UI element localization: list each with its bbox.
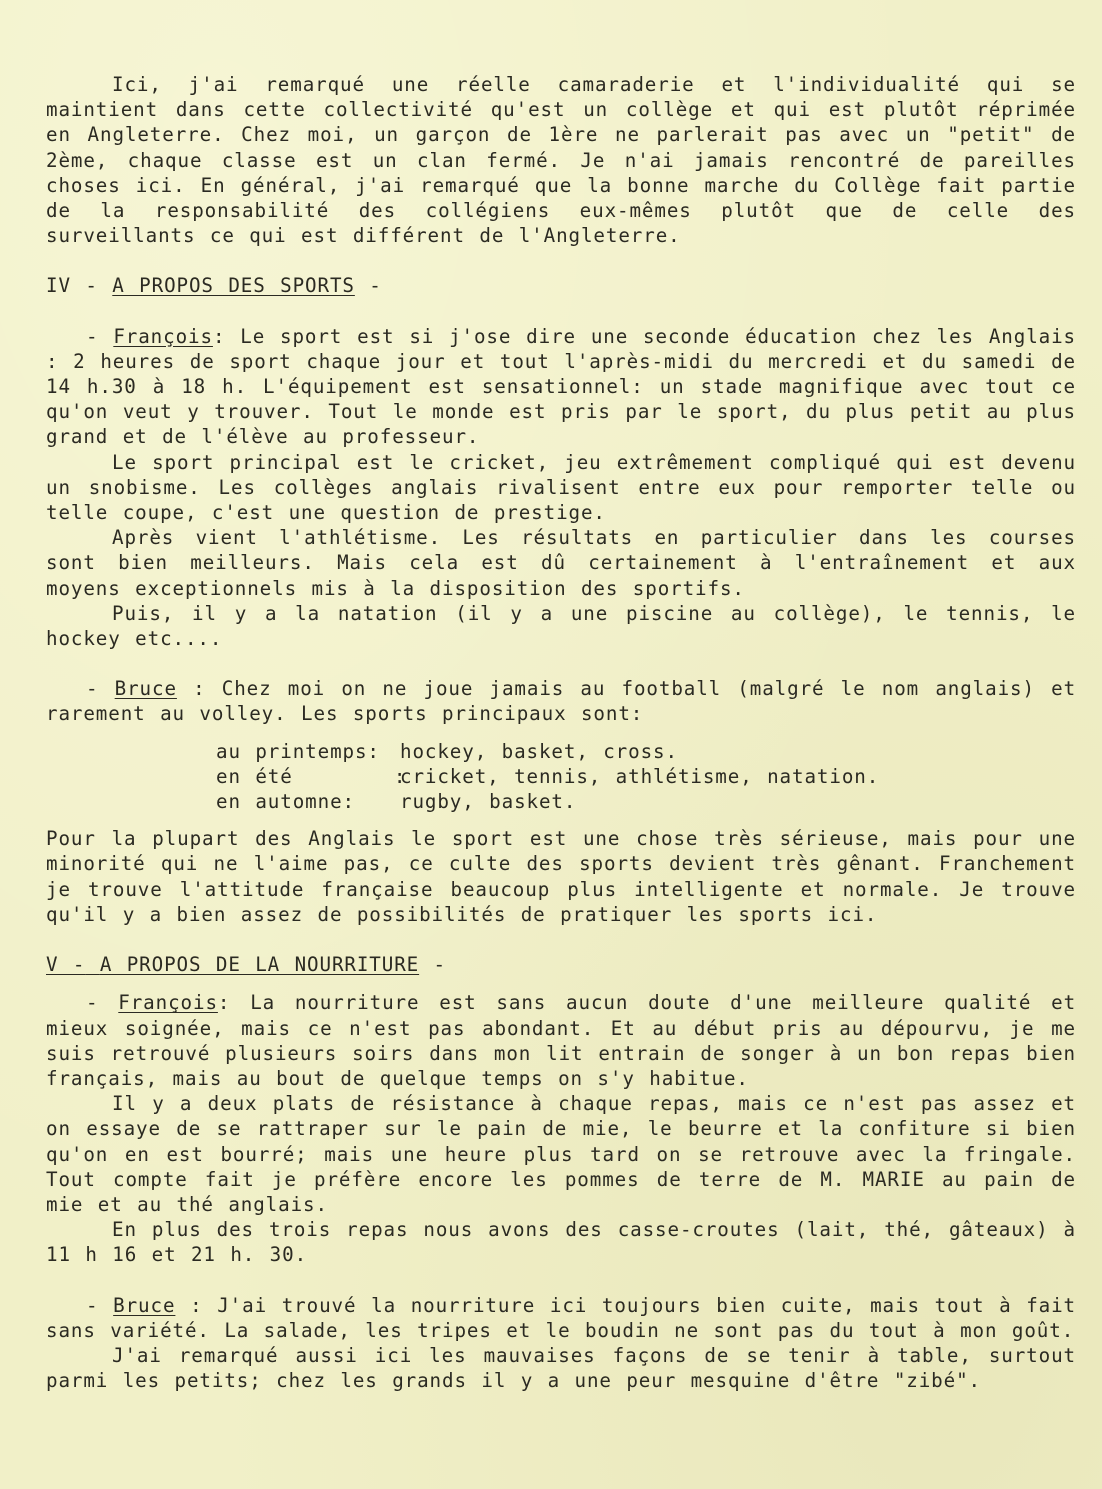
section-numeral: V - (46, 953, 86, 977)
document-page (46, 72, 1076, 1393)
section-heading-food: V - A PROPOS DE LA NOURRITURE - (46, 953, 447, 977)
section-title: A PROPOS DE LA NOURRITURE (99, 953, 420, 977)
speaker-name: François (118, 991, 218, 1015)
paragraph: Puis, il y a la natation (il y a une piscine au collège), le tennis, le hockey etc.... (46, 601, 1076, 651)
seasons-list (216, 739, 1076, 815)
section-title: A PROPOS DES SPORTS (112, 274, 355, 298)
speaker-name: Bruce (113, 1293, 176, 1317)
paragraph: En plus des trois repas nous avons des casse-croutes (lait, thé, gâteaux) à 11 h 16 et 21 h. 30. (46, 1218, 1076, 1267)
paragraph: Le sport principal est le cricket, jeu extrêmement compliqué qui est devenu un snobisme. Les collèges anglais rivalisent entre eux pour remporter telle ou telle coupe, c'est une question de prestige. (46, 450, 1076, 525)
section-numeral: IV - (46, 274, 98, 298)
bruce-sports-paragraph: - Bruce : Chez moi on ne joue jamais au football (malgré le nom anglais) et rarement au volley. Les sports principaux sont: (46, 677, 1077, 726)
intro-paragraph: Ici, j'ai remarqué une réelle camaraderie et l'individualité qui se maintient dans cette collectivité qu'est un collège et qui est plutôt réprimée en Angleterre. Chez moi, un garçon de 1ère ne parlerait pas avec un "petit" de 2ème, chaque classe est un clan fermé. Je n'ai jamais rencontré de pareilles choses ici. En général, j'ai remarqué que la bonne marche du Collège fait partie de la responsabilité des collégiens eux-mêmes plutôt que de celle des surveillants ce qui est différent de l'Angleterre. (46, 73, 1076, 248)
paragraph: J'ai remarqué aussi ici les mauvaises façons de se tenir à table, surtout parmi les petits; chez les grands il y a une peur mesquine d'être "zibé". (46, 1343, 1076, 1393)
speaker-name: François (113, 324, 213, 348)
season-label: en automne: (216, 790, 355, 814)
paragraph: Il y a deux plats de résistance à chaque repas, mais ce n'est pas assez et on essaye de se rattraper sur le pain de mie, le beurre et la confiture si bien qu'on en est bourré; mais une heure plus tard on se retrouve avec la fringale. Tout compte fait je préfère encore les pommes de terre de M. MARIE au pain de mie et au thé anglais. (46, 1092, 1076, 1216)
paragraph: Après vient l'athlétisme. Les résultats en particulier dans les courses sont bien meilleurs. Mais cela est dû certainement à l'entraînement et aux moyens exceptionnels mis à la disposition des sportifs. (46, 526, 1076, 600)
francois-food-paragraph: - François: La nourriture est sans aucun doute d'une meilleure qualité et mieux soignée, mais ce n'est pas abondant. Et au début pris au dépourvu, je me suis retrouvé plusieurs soirs dans mon lit entrain de songer à un bon repas bien français, mais au bout de quelque temps on s'y habitue. (46, 991, 1077, 1090)
season-sports: cricket, tennis, athlétisme, natation. (400, 764, 880, 788)
season-label: au printemps: (216, 739, 380, 763)
speaker-name: Bruce (114, 677, 177, 701)
section-heading-sports: IV - A PROPOS DES SPORTS - (46, 274, 382, 298)
season-label: en été : (216, 764, 407, 788)
season-sports: hockey, basket, cross. (400, 739, 678, 763)
bruce-food-paragraph: - Bruce : J'ai trouvé la nourriture ici toujours bien cuite, mais tout à fait sans variété. La salade, les tripes et le boudin ne sont pas du tout à mon goût. (46, 1293, 1077, 1342)
paragraph: Pour la plupart des Anglais le sport est une chose très sérieuse, mais pour une minorité qui ne l'aime pas, ce culte des sports devient très gênant. Franchement je trouve l'attitude française beaucoup plus intelligente et normale. Je trouve qu'il y a bien assez de possibilités de pratiquer les sports ici. (46, 827, 1076, 926)
francois-sports-paragraph: - François: Le sport est si j'ose dire une seconde éducation chez les Anglais : 2 heures de sport chaque jour et tout l'après-midi du mercredi et du samedi de 14 h.30 à 18 h. L'équipement est sensationnel: un stade magnifique avec tout ce qu'on veut y trouver. Tout le monde est pris par le sport, du plus petit au plus grand et de l'élève au professeur. (46, 324, 1077, 449)
season-sports: rugby, basket. (400, 790, 577, 814)
